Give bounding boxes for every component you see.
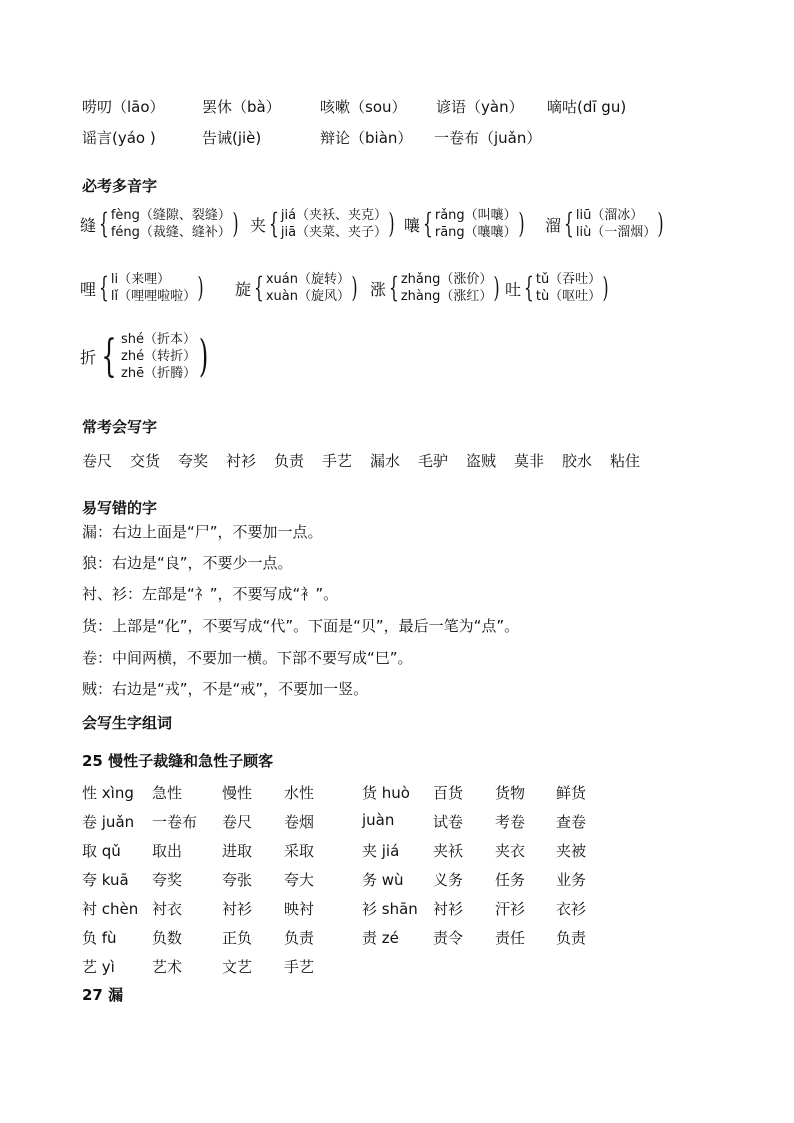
word-item: 手艺 — [322, 452, 353, 470]
polyphone-char: 涨 — [370, 279, 387, 299]
right-brace: ) — [602, 271, 609, 304]
polyphone-reading: zhàng（涨红） — [400, 289, 493, 304]
word-item: 嘀咕(dī gu) — [547, 98, 627, 116]
word-item: 莫非 — [514, 452, 545, 470]
vocab-word: 百货 — [433, 784, 464, 802]
vocab-word: 查卷 — [556, 813, 587, 831]
polyphone-reading: rāng（嚷嚷） — [434, 225, 517, 240]
polyphone-group — [370, 271, 502, 305]
vocab-char-pinyin: 责 zé — [362, 929, 399, 947]
vocab-char-pinyin: 货 huò — [362, 784, 410, 802]
vocab-word: 慢性 — [222, 784, 253, 802]
mistake-item: 衬、衫：左部是“礻”，不要写成“衤”。 — [82, 585, 339, 603]
vocab-word: 衣衫 — [556, 900, 587, 918]
polyphone-char: 缝 — [80, 215, 97, 235]
right-brace: ) — [388, 207, 395, 240]
right-brace: ) — [657, 207, 664, 240]
common-write-section-title: 常考会写字 — [82, 418, 158, 436]
polyphone-group — [80, 207, 241, 241]
polyphone-group — [250, 207, 397, 241]
word-item: 衬衫 — [226, 452, 257, 470]
vocab-word: 鲜货 — [556, 784, 587, 802]
left-brace: { — [99, 271, 109, 304]
polyphone-char: 哩 — [80, 279, 97, 299]
right-brace: ) — [198, 330, 209, 382]
polyphone-char: 旋 — [235, 279, 252, 299]
vocab-word: 采取 — [284, 842, 315, 860]
vocab-word: 正负 — [222, 929, 253, 947]
vocab-word: 义务 — [433, 871, 464, 889]
mistakes-section-title: 易写错的字 — [82, 499, 158, 517]
word-item: 盗贼 — [466, 452, 497, 470]
polyphone-group — [545, 207, 666, 241]
polyphone-reading: lǐ（哩哩啦啦） — [110, 289, 197, 304]
word-item: 辩论（biàn） — [320, 129, 413, 147]
polyphone-reading: liù（一溜烟） — [575, 225, 657, 240]
polyphone-reading: zhé（转折） — [121, 349, 197, 364]
word-item: 毛驴 — [418, 452, 449, 470]
polyphone-reading: zhē（折腾） — [121, 366, 197, 381]
polyphone-reading: li（来哩） — [110, 272, 171, 287]
mistake-item: 狼：右边是“良”，不要少一点。 — [82, 554, 293, 572]
vocab-word: 夹被 — [556, 842, 587, 860]
right-brace: ) — [232, 207, 239, 240]
vocab-char-pinyin: 务 wù — [362, 871, 404, 889]
vocab-word: 责令 — [433, 929, 464, 947]
vocab-word: 艺术 — [152, 958, 183, 976]
polyphone-char: 嚷 — [404, 215, 421, 235]
lesson-heading: 27 漏 — [82, 986, 124, 1004]
polyphone-group — [80, 271, 206, 305]
right-brace: ) — [518, 207, 525, 240]
left-brace: { — [101, 330, 117, 382]
polyphone-reading: xuàn（旋风） — [265, 289, 350, 304]
polyphone-reading: tù（呕吐） — [535, 289, 602, 304]
polyphone-char: 折 — [80, 348, 97, 367]
vocab-char-pinyin: 艺 yì — [82, 958, 115, 976]
word-item: 负责 — [274, 452, 305, 470]
polyphone-group — [235, 271, 360, 305]
word-item: 咳嗽（sou） — [320, 98, 407, 116]
vocab-word: 夹衣 — [495, 842, 526, 860]
polyphone-reading: jiā（夹菜、夹子） — [280, 225, 388, 240]
vocab-word: 取出 — [152, 842, 183, 860]
vocab-word: 衬衣 — [152, 900, 183, 918]
vocab-word: 急性 — [152, 784, 183, 802]
polyphone-group — [505, 271, 611, 305]
word-item: 唠叨（lāo） — [82, 98, 165, 116]
right-brace: ) — [197, 271, 204, 304]
vocab-word: 文艺 — [222, 958, 253, 976]
word-item: 夸奖 — [178, 452, 209, 470]
vocab-word: 负数 — [152, 929, 183, 947]
left-brace: { — [99, 207, 109, 240]
polyphone-reading: fèng（缝隙、裂缝） — [110, 208, 231, 223]
vocab-word: 任务 — [495, 871, 526, 889]
vocab-word: 一卷布 — [152, 813, 198, 831]
polyphone-char: 夹 — [250, 215, 267, 235]
vocab-char-pinyin: 卷 juǎn — [82, 813, 135, 831]
vocab-word: 夸大 — [284, 871, 315, 889]
polyphone-char: 吐 — [505, 279, 522, 299]
polyphone-reading: shé（折本） — [121, 332, 197, 347]
lesson-heading: 25 慢性子裁缝和急性子顾客 — [82, 752, 274, 770]
vocab-word: 衬衫 — [433, 900, 464, 918]
polyphone-section-title: 必考多音字 — [82, 177, 158, 195]
left-brace: { — [254, 271, 264, 304]
vocab-word: 夸奖 — [152, 871, 183, 889]
vocab-char-pinyin: 衬 chèn — [82, 900, 139, 918]
vocab-word: 业务 — [556, 871, 587, 889]
word-item: 谚语（yàn） — [436, 98, 524, 116]
word-item: 告诫(jiè) — [202, 129, 262, 147]
mistake-item: 货：上部是“化”，不要写成“代”。下面是“贝”，最后一笔为“点”。 — [82, 617, 520, 635]
word-item: 交货 — [130, 452, 161, 470]
vocab-char-pinyin: 取 qǔ — [82, 842, 121, 860]
vocab-word: 卷尺 — [222, 813, 253, 831]
left-brace: { — [564, 207, 574, 240]
left-brace: { — [389, 271, 399, 304]
vocab-word: 映衬 — [284, 900, 315, 918]
vocab-word: 试卷 — [433, 813, 464, 831]
right-brace: ) — [351, 271, 358, 304]
vocab-char-pinyin: 负 fù — [82, 929, 117, 947]
vocab-word: 夹袄 — [433, 842, 464, 860]
left-brace: { — [524, 271, 534, 304]
polyphone-group — [80, 331, 212, 382]
mistake-item: 卷：中间两横，不要加一横。下部不要写成“巳”。 — [82, 649, 413, 667]
polyphone-reading: tǔ（吞吐） — [535, 272, 602, 287]
vocab-char-pinyin: juàn — [362, 811, 395, 829]
polyphone-reading: zhǎng（涨价） — [400, 272, 493, 287]
word-item: 漏水 — [370, 452, 401, 470]
vocab-word: 责任 — [495, 929, 526, 947]
polyphone-char: 溜 — [545, 215, 562, 235]
vocab-word: 汗衫 — [495, 900, 526, 918]
vocab-word: 负责 — [284, 929, 315, 947]
mistake-item: 漏：右边上面是“尸”，不要加一点。 — [82, 523, 323, 541]
polyphone-reading: rǎng（叫嚷） — [434, 208, 517, 223]
vocab-word: 货物 — [495, 784, 526, 802]
left-brace: { — [269, 207, 279, 240]
mistake-item: 贼：右边是“戎”，不是“戒”，不要加一竖。 — [82, 680, 369, 698]
polyphone-group — [404, 207, 527, 241]
vocab-char-pinyin: 性 xìng — [82, 784, 134, 802]
vocab-word: 手艺 — [284, 958, 315, 976]
word-item: 一卷布（juǎn） — [434, 129, 542, 147]
word-item: 卷尺 — [82, 452, 113, 470]
vocab-char-pinyin: 衫 shān — [362, 900, 418, 918]
word-item: 胶水 — [562, 452, 593, 470]
right-brace: ) — [493, 271, 500, 304]
left-brace: { — [423, 207, 433, 240]
polyphone-reading: jiá（夹袄、夹克） — [280, 208, 388, 223]
word-building-section-title: 会写生字组词 — [82, 714, 173, 732]
vocab-word: 衬衫 — [222, 900, 253, 918]
vocab-word: 负责 — [556, 929, 587, 947]
vocab-word: 夸张 — [222, 871, 253, 889]
polyphone-reading: féng（裁缝、缝补） — [110, 225, 231, 240]
vocab-word: 考卷 — [495, 813, 526, 831]
vocab-word: 水性 — [284, 784, 315, 802]
word-item: 谣言(yáo ) — [82, 129, 156, 147]
word-item: 粘住 — [610, 452, 641, 470]
vocab-word: 进取 — [222, 842, 253, 860]
vocab-char-pinyin: 夹 jiá — [362, 842, 400, 860]
polyphone-reading: liū（溜冰） — [575, 208, 644, 223]
polyphone-reading: xuán（旋转） — [265, 272, 350, 287]
vocab-char-pinyin: 夸 kuā — [82, 871, 129, 889]
vocab-word: 卷烟 — [284, 813, 315, 831]
word-item: 罢休（bà） — [202, 98, 281, 116]
